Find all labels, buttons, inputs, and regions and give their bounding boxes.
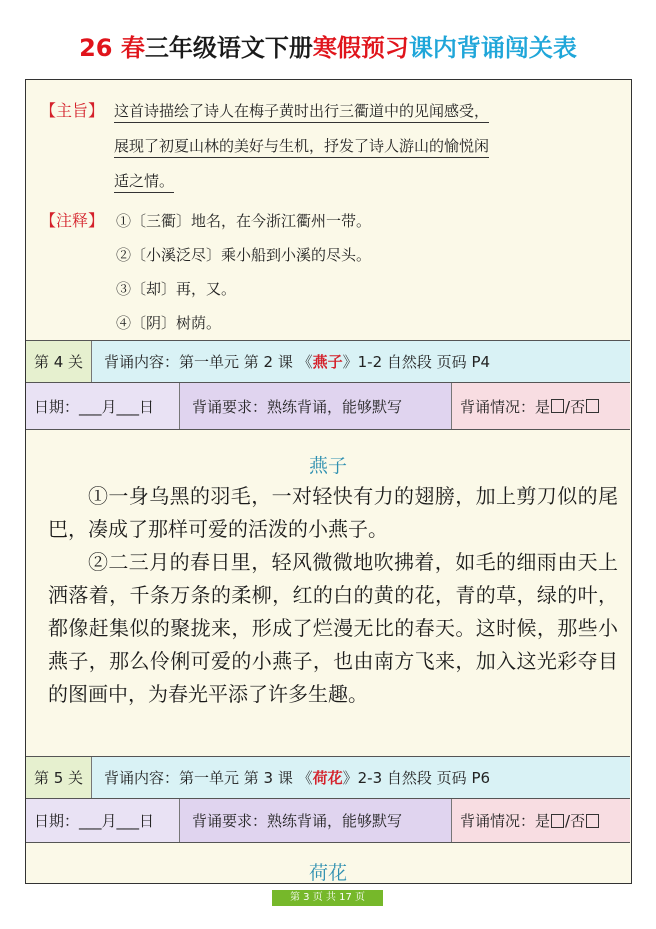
- level-4-requirement: 背诵要求：熟练背诵，能够默写: [180, 383, 452, 429]
- level-4-content: [92, 341, 630, 382]
- level-5-content-suffix: 》2-3 自然段 页码 P6: [342, 769, 491, 787]
- level-5-status-no: /否: [565, 812, 586, 830]
- level-5-content-row: [26, 756, 630, 799]
- summary-tag: 【主旨】: [40, 101, 105, 120]
- level-5-status-label: 背诵情况：是: [460, 812, 551, 830]
- passage-paragraph: ①一身乌黑的羽毛，一对轻快有力的翅膀，加上剪刀似的尾巴，凑成了那样可爱的活泼的小燕子。: [48, 484, 618, 541]
- level-4-no-checkbox[interactable]: [586, 399, 599, 413]
- level-4-lesson-title: 燕子: [312, 353, 343, 371]
- level-5-date: 日期：___月___日: [26, 799, 180, 842]
- level-5-content: [92, 757, 630, 798]
- note-item: ①〔三衢〕地名，在今浙江衢州一带。: [116, 212, 372, 230]
- title-year: 26 春: [79, 34, 145, 62]
- level-5-status-row: [26, 799, 630, 843]
- level-4-label: 第 4 关: [26, 341, 92, 382]
- poem-notes-block: [26, 80, 630, 340]
- level-4-date: 日期：___月___日: [26, 383, 180, 429]
- level-5-status: [452, 799, 630, 842]
- note-item: ④〔阴〕树荫。: [116, 314, 222, 332]
- level-5-label: 第 5 关: [26, 757, 92, 798]
- level-4-yes-checkbox[interactable]: [551, 399, 564, 413]
- title-checklist: 课内背诵闯关表: [408, 34, 577, 62]
- level-5-requirement: 背诵要求：熟练背诵，能够默写: [180, 799, 452, 842]
- summary-line-2: 展现了初夏山林的美好与生机，抒发了诗人游山的愉悦闲: [114, 137, 489, 158]
- summary-line-1: 这首诗描绘了诗人在梅子黄时出行三衢道中的见闻感受，: [114, 102, 489, 123]
- title-preview: 寒假预习: [312, 34, 409, 62]
- level-4-content-row: [26, 340, 630, 383]
- level-4-status-label: 背诵情况：是: [460, 397, 551, 416]
- level-5-no-checkbox[interactable]: [586, 814, 599, 828]
- level-5-yes-checkbox[interactable]: [551, 814, 564, 828]
- level-4-content-prefix: 背诵内容：第一单元 第 2 课 《: [104, 353, 313, 371]
- level-5-content-prefix: 背诵内容：第一单元 第 3 课 《: [104, 769, 313, 787]
- page-title: [0, 28, 656, 63]
- level-4-status-no: /否: [565, 397, 586, 416]
- title-grade: 三年级语文下册: [144, 34, 313, 62]
- recitation-sheet: [25, 79, 632, 884]
- passage-paragraph: ②二三月的春日里，轻风微微地吹拂着，如毛的细雨由天上洒落着，千条万条的柔柳，红的白的黄的花，青的草，绿的叶，都像赶集似的聚拢来，形成了烂漫无比的春天。这时候，那些小燕子，那么伶俐可爱的小燕子，也由南方飞来，加入这光彩夺目的图画中，为春光平添了许多生趣。: [48, 550, 618, 706]
- passage-title-swallow: 燕子: [308, 455, 347, 477]
- passage-title-lotus: 荷花: [308, 862, 347, 884]
- notes-tag: 【注释】: [40, 211, 105, 230]
- level-4-content-suffix: 》1-2 自然段 页码 P4: [342, 353, 491, 371]
- level-4-status: [452, 383, 630, 429]
- level-5-lesson-title: 荷花: [312, 769, 343, 787]
- note-item: ②〔小溪泛尽〕乘小船到小溪的尽头。: [116, 246, 372, 264]
- page-number: 第 3 页 共 17 页: [272, 890, 383, 906]
- level-4-status-row: [26, 383, 630, 430]
- passage-swallow: [48, 480, 618, 711]
- summary-line-3: 适之情。: [114, 172, 174, 193]
- note-item: ③〔却〕再，又。: [116, 280, 237, 298]
